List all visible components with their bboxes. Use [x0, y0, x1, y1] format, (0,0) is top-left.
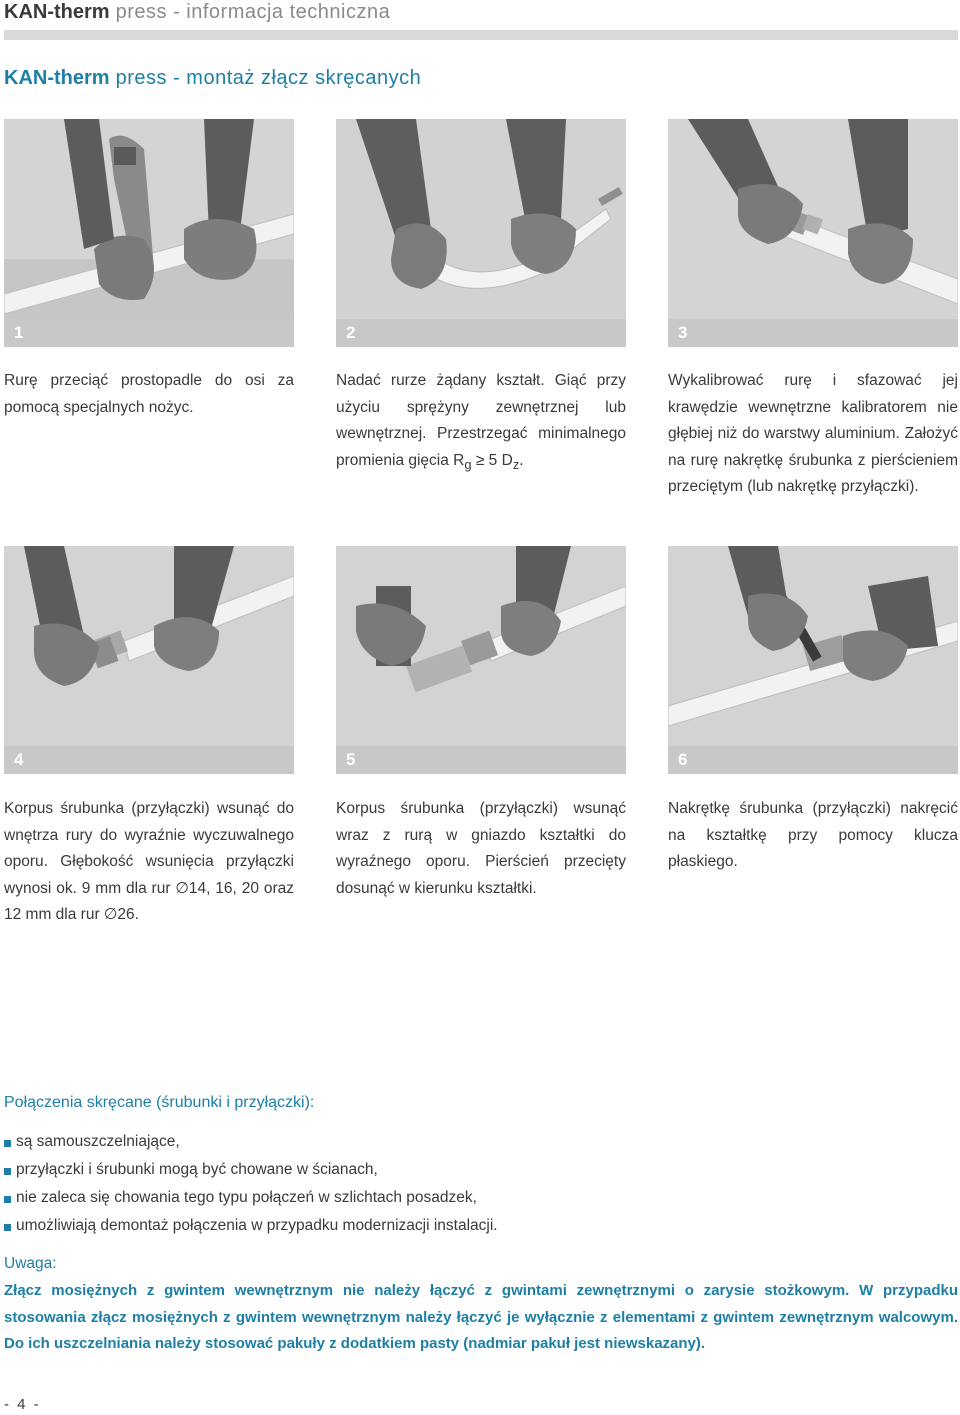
step-2-bar [336, 319, 626, 347]
list-item-text: umożliwiają demontaż połączenia w przypadku modernizacji instalacji. [16, 1217, 498, 1234]
step-2-caption [336, 368, 626, 478]
connections-title: Połączenia skręcane (śrubunki i przyłączki): [4, 1094, 315, 1111]
section-title [4, 66, 421, 90]
step-5-caption: Korpus śrubunka (przyłączki) wsunąć wraz z rurą w gniazdo kształtki do wyraźnego oporu. Pierścień przecięty dosunąć w kierunku kształtki. [336, 800, 626, 897]
step-2-number: 2 [346, 323, 356, 342]
page-number: - 4 - [4, 1396, 41, 1413]
note-text: Złącz mosiężnych z gwintem wewnętrznym nie należy łączyć z gwintami zewnętrznymi o zarysie stożkowym. W przypadku stosowania złącz mosiężnych z gwintem wewnętrznym należy łączyć je wyłącznie z elementami z gwintem zewnętrznym walcowym. Do ich uszczelniania należy stosować pakuły z dodatkiem pasty (nadmiar pakuł jest niewskazany). [4, 1282, 958, 1352]
step-3-number: 3 [678, 323, 688, 342]
step-1-number: 1 [14, 323, 24, 342]
step-4-caption: Korpus śrubunka (przyłączki) wsunąć do wnętrza rury do wyraźnie wyczuwalnego oporu. Głębokość wsunięcia przyłączki wynosi ok. 9 mm dla rur ∅14, 16, 20 oraz 12 mm dla rur ∅26. [4, 800, 294, 923]
pipe-cutter-photo-icon [4, 119, 294, 319]
step-5-bar [336, 746, 626, 774]
list-item [4, 1212, 498, 1240]
step-2-caption-mid: ≥ 5 D [471, 451, 513, 469]
fitting-insert-photo-icon [4, 546, 294, 746]
list-item-text: przyłączki i śrubunki mogą być chowane w ścianach, [16, 1161, 378, 1178]
step-3-photo [668, 119, 958, 319]
list-item-text: nie zaleca się chowania tego typu połączeń w szlichtach posadzek, [16, 1189, 477, 1206]
header-rule [4, 30, 958, 40]
step-4-bar [4, 746, 294, 774]
step-4-number: 4 [14, 750, 24, 769]
list-item-text: są samouszczelniające, [16, 1133, 180, 1150]
header-brand: KAN-therm [4, 1, 110, 23]
step-6-caption: Nakrętkę śrubunka (przyłączki) nakręcić na kształtkę przy pomocy klucza płaskiego. [668, 800, 958, 870]
step-2-photo [336, 119, 626, 319]
note-title: Uwaga: [4, 1255, 57, 1272]
bullet-square-icon [4, 1196, 11, 1203]
list-item [4, 1184, 498, 1212]
step-5-photo [336, 546, 626, 746]
bullet-square-icon [4, 1140, 11, 1147]
pipe-calibration-photo-icon [668, 119, 958, 319]
step-2-caption-main: Nadać rurze żądany kształt. Giąć przy użyciu sprężyny zewnętrznej lub wewnętrznej. Przestrzegać minimalnego promienia gięcia R [336, 372, 626, 469]
step-5-number: 5 [346, 750, 356, 769]
step-2-sub-z: z [512, 456, 520, 472]
connections-list [4, 1128, 498, 1240]
step-6-number: 6 [678, 750, 688, 769]
step-6-photo [668, 546, 958, 746]
step-2-sub-g: g [464, 456, 472, 472]
pipe-bending-photo-icon [336, 119, 626, 319]
bullet-square-icon [4, 1168, 11, 1175]
step-2-caption-end: . [519, 451, 524, 469]
fitting-socket-photo-icon [336, 546, 626, 746]
step-1-bar [4, 319, 294, 347]
step-3-caption: Wykalibrować rurę i sfazować jej krawędzie wewnętrzne kalibratorem nie głębiej niż do warstwy aluminium. Założyć na rurę nakrętkę śrubunka z pierścieniem przeciętym (lub nakrętkę przyłączki). [668, 372, 958, 495]
bullet-square-icon [4, 1224, 11, 1231]
section-brand: KAN-therm [4, 67, 110, 89]
header-title [4, 0, 390, 24]
wrench-tighten-photo-icon [668, 546, 958, 746]
list-item [4, 1156, 498, 1184]
step-3-bar [668, 319, 958, 347]
list-item [4, 1128, 498, 1156]
step-6-bar [668, 746, 958, 774]
step-1-caption: Rurę przeciąć prostopadle do osi za pomocą specjalnych nożyc. [4, 372, 294, 416]
step-1-photo [4, 119, 294, 319]
section-subtitle: press - montaż złącz skręcanych [109, 67, 422, 89]
step-4-photo [4, 546, 294, 746]
header-subtitle: press - informacja techniczna [109, 1, 391, 23]
